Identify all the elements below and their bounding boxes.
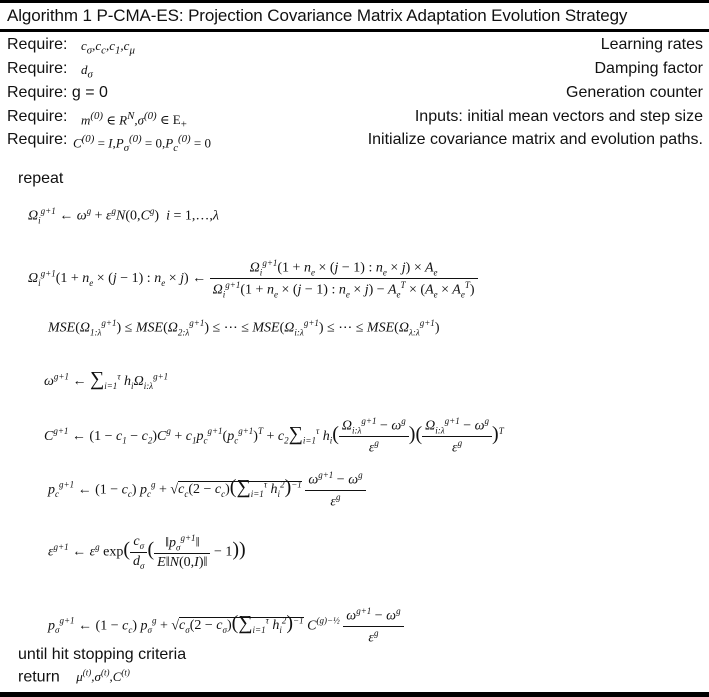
title-rule: [0, 29, 709, 32]
step-step-size: $\varepsilon^{g+1}$ ← $\varepsilon^g$ exp( $\frac{c_\sigma}{d_\sigma}$ ( $\frac{‖p_\sigma^{g+1}‖}{E‖N(0,I)‖}$ − 1)): [48, 533, 246, 571]
require-comment: Generation counter: [566, 84, 703, 101]
return-keyword: return: [18, 668, 60, 686]
require-math: $d_\sigma$: [81, 62, 93, 81]
repeat-keyword: repeat: [18, 170, 64, 187]
return-line: [18, 668, 130, 686]
step-covariance-update: $C^{g+1}$ ← $(1 - c_1 - c_2)C^g + c_1p_c^{g+1}(p_c^{g+1})^T + c_2\sum_{i=1}^\tau$ $h_i$( $\frac{\Omega_{i:\lambda}^{g+1} - \omega^g}{\varepsilon^g}$ )( $\frac{\Omega_{i:\lambda}^{g+1} - \omega^g}{\varepsilon^g}$ )$^T$: [44, 416, 504, 457]
require-keyword: Require:: [7, 131, 68, 148]
bottom-rule: [0, 692, 709, 697]
top-rule: [0, 0, 709, 3]
require-comment: Inputs: initial mean vectors and step size: [414, 108, 703, 125]
require-damping: [7, 60, 703, 82]
step-mse-ranking: $MSE(\Omega_{1:\lambda}^{g+1}) \le MSE(\Omega_{2:\lambda}^{g+1})$ ≤ ⋯ ≤ $MSE(\Omega_{i:\lambda}^{g+1})$ ≤ ⋯ ≤ $MSE(\Omega_{\lambda:\lambda}^{g+1})$: [48, 318, 440, 338]
require-math: $C^{(0)} = I,P_\sigma^{(0)} = 0,P_c^{(0)} = 0$: [73, 133, 212, 154]
require-keyword: Require:: [7, 36, 68, 53]
require-comment: Learning rates: [600, 36, 703, 53]
step-mean-update: $\omega^{g+1}$ ← $\sum_{i=1}^\tau$ $h_i\Omega_{i:\lambda}^{g+1}$: [44, 368, 169, 391]
step-projection: $\Omega_i^{g+1}(1 + n_e \times (j - 1)$ : $n_e \times j$) ← $\frac{\Omega_i^{g+1}(1 + n_e \times (j - 1) : n_e \times j) \times A_e}{\Omega_i^{g+1}(1 + n_e \times (j - 1) : n_e \times j) - A_e^T \times (A_e \times A_e^T)}$: [28, 258, 478, 300]
require-initialize: [7, 131, 703, 153]
algorithm-title: Algorithm 1 P-CMA-ES: Projection Covariance Matrix Adaptation Evolution Strategy: [7, 6, 628, 25]
require-keyword: Require:: [7, 60, 68, 77]
until-keyword: until hit stopping criteria: [18, 646, 187, 663]
return-values: $\mu^{(t)},\sigma^{(t)},C^{(t)}$: [76, 668, 130, 685]
require-math: $m^{(0)}$ ∈ $R^N,\sigma^{(0)}$ ∈ $E_+$: [81, 110, 187, 131]
require-generation: [7, 84, 703, 106]
require-comment: Damping factor: [594, 60, 703, 77]
require-inputs: [7, 108, 703, 130]
step-evolution-path-sigma: $p_\sigma^{g+1}$ ← $(1 - c_c)$ $p_\sigma^g + √c_\sigma(2 - c_\sigma)(\sum_{i=1}^\tau$ $h_i^2)^{-1}$ $C^{(g)-\frac{1}{2}}$ $\frac{\omega^{g+1} - \omega^g}{\varepsilon^g}$: [48, 606, 404, 646]
require-keyword: Require: g = 0: [7, 84, 108, 101]
step-sample-offspring: $\Omega_i^{g+1}$ ← $\omega^g + \varepsilon^gN(0,C^g) i$ = 1,…,λ: [28, 206, 219, 226]
step-evolution-path-c: $p_c^{g+1}$ ← $(1 - c_c)$ $p_c^g + √c_c(2 - c_c)(\sum_{i=1}^\tau$ $h_i^2)^{-1}$ $\frac{\omega^{g+1} - \omega^g}{\varepsilon^g}$: [48, 470, 366, 510]
projection-fraction: $\frac{\Omega_i^{g+1}(1 + n_e \times (j - 1) : n_e \times j) \times A_e}{\Omega_i^{g+1}(1 + n_e \times (j - 1) : n_e \times j) - A_e^T \times (A_e \times A_e^T)}$: [210, 258, 478, 300]
require-learning-rates: [7, 36, 703, 58]
require-comment: Initialize covariance matrix and evolution paths.: [367, 131, 703, 148]
require-keyword: Require:: [7, 108, 68, 125]
require-math: $c_\sigma,c_c,c_1,c_\mu$: [81, 38, 135, 57]
